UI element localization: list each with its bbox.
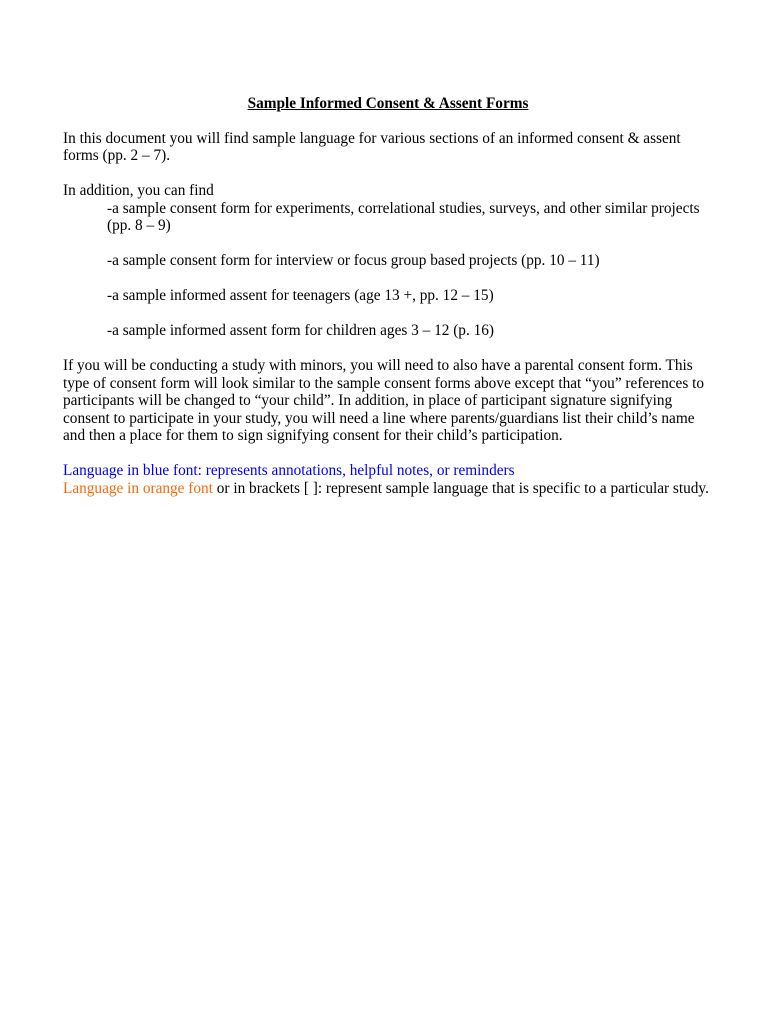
document-body <box>63 95 713 497</box>
orange-legend-text: Language in orange font <box>63 479 213 497</box>
intro-paragraph: In this document you will find sample language for various sections of an informed consent & assent forms (pp. 2 – 7). <box>63 129 681 164</box>
list-item: -a sample consent form for experiments, correlational studies, surveys, and other similar projects (pp. 8 – 9) <box>107 199 700 234</box>
list-item: -a sample informed assent form for children ages 3 – 12 (p. 16) <box>107 322 494 339</box>
orange-legend-line <box>63 480 713 498</box>
list-item: -a sample consent form for interview or focus group based projects (pp. 10 – 11) <box>107 252 600 269</box>
blue-legend-line: Language in blue font: represents annotations, helpful notes, or reminders <box>63 462 515 479</box>
minors-paragraph: If you will be conducting a study with minors, you will need to also have a parental consent form. This type of consent form will look similar to the sample consent forms above except that “you” references to participants will be changed to “your child”. In addition, in place of participant signature signifying consent to participate in your study, you will need a line where parents/guardians list their child’s name and then a place for them to sign signifying consent for their child’s participation. <box>63 357 704 444</box>
orange-legend-rest: or in brackets [ ]: represent sample language that is specific to a particular study. <box>212 479 709 497</box>
list-item: -a sample informed assent for teenagers (age 13 +, pp. 12 – 15) <box>107 287 494 304</box>
document-title: Sample Informed Consent & Assent Forms <box>247 95 529 112</box>
addition-heading: In addition, you can find <box>63 182 214 199</box>
